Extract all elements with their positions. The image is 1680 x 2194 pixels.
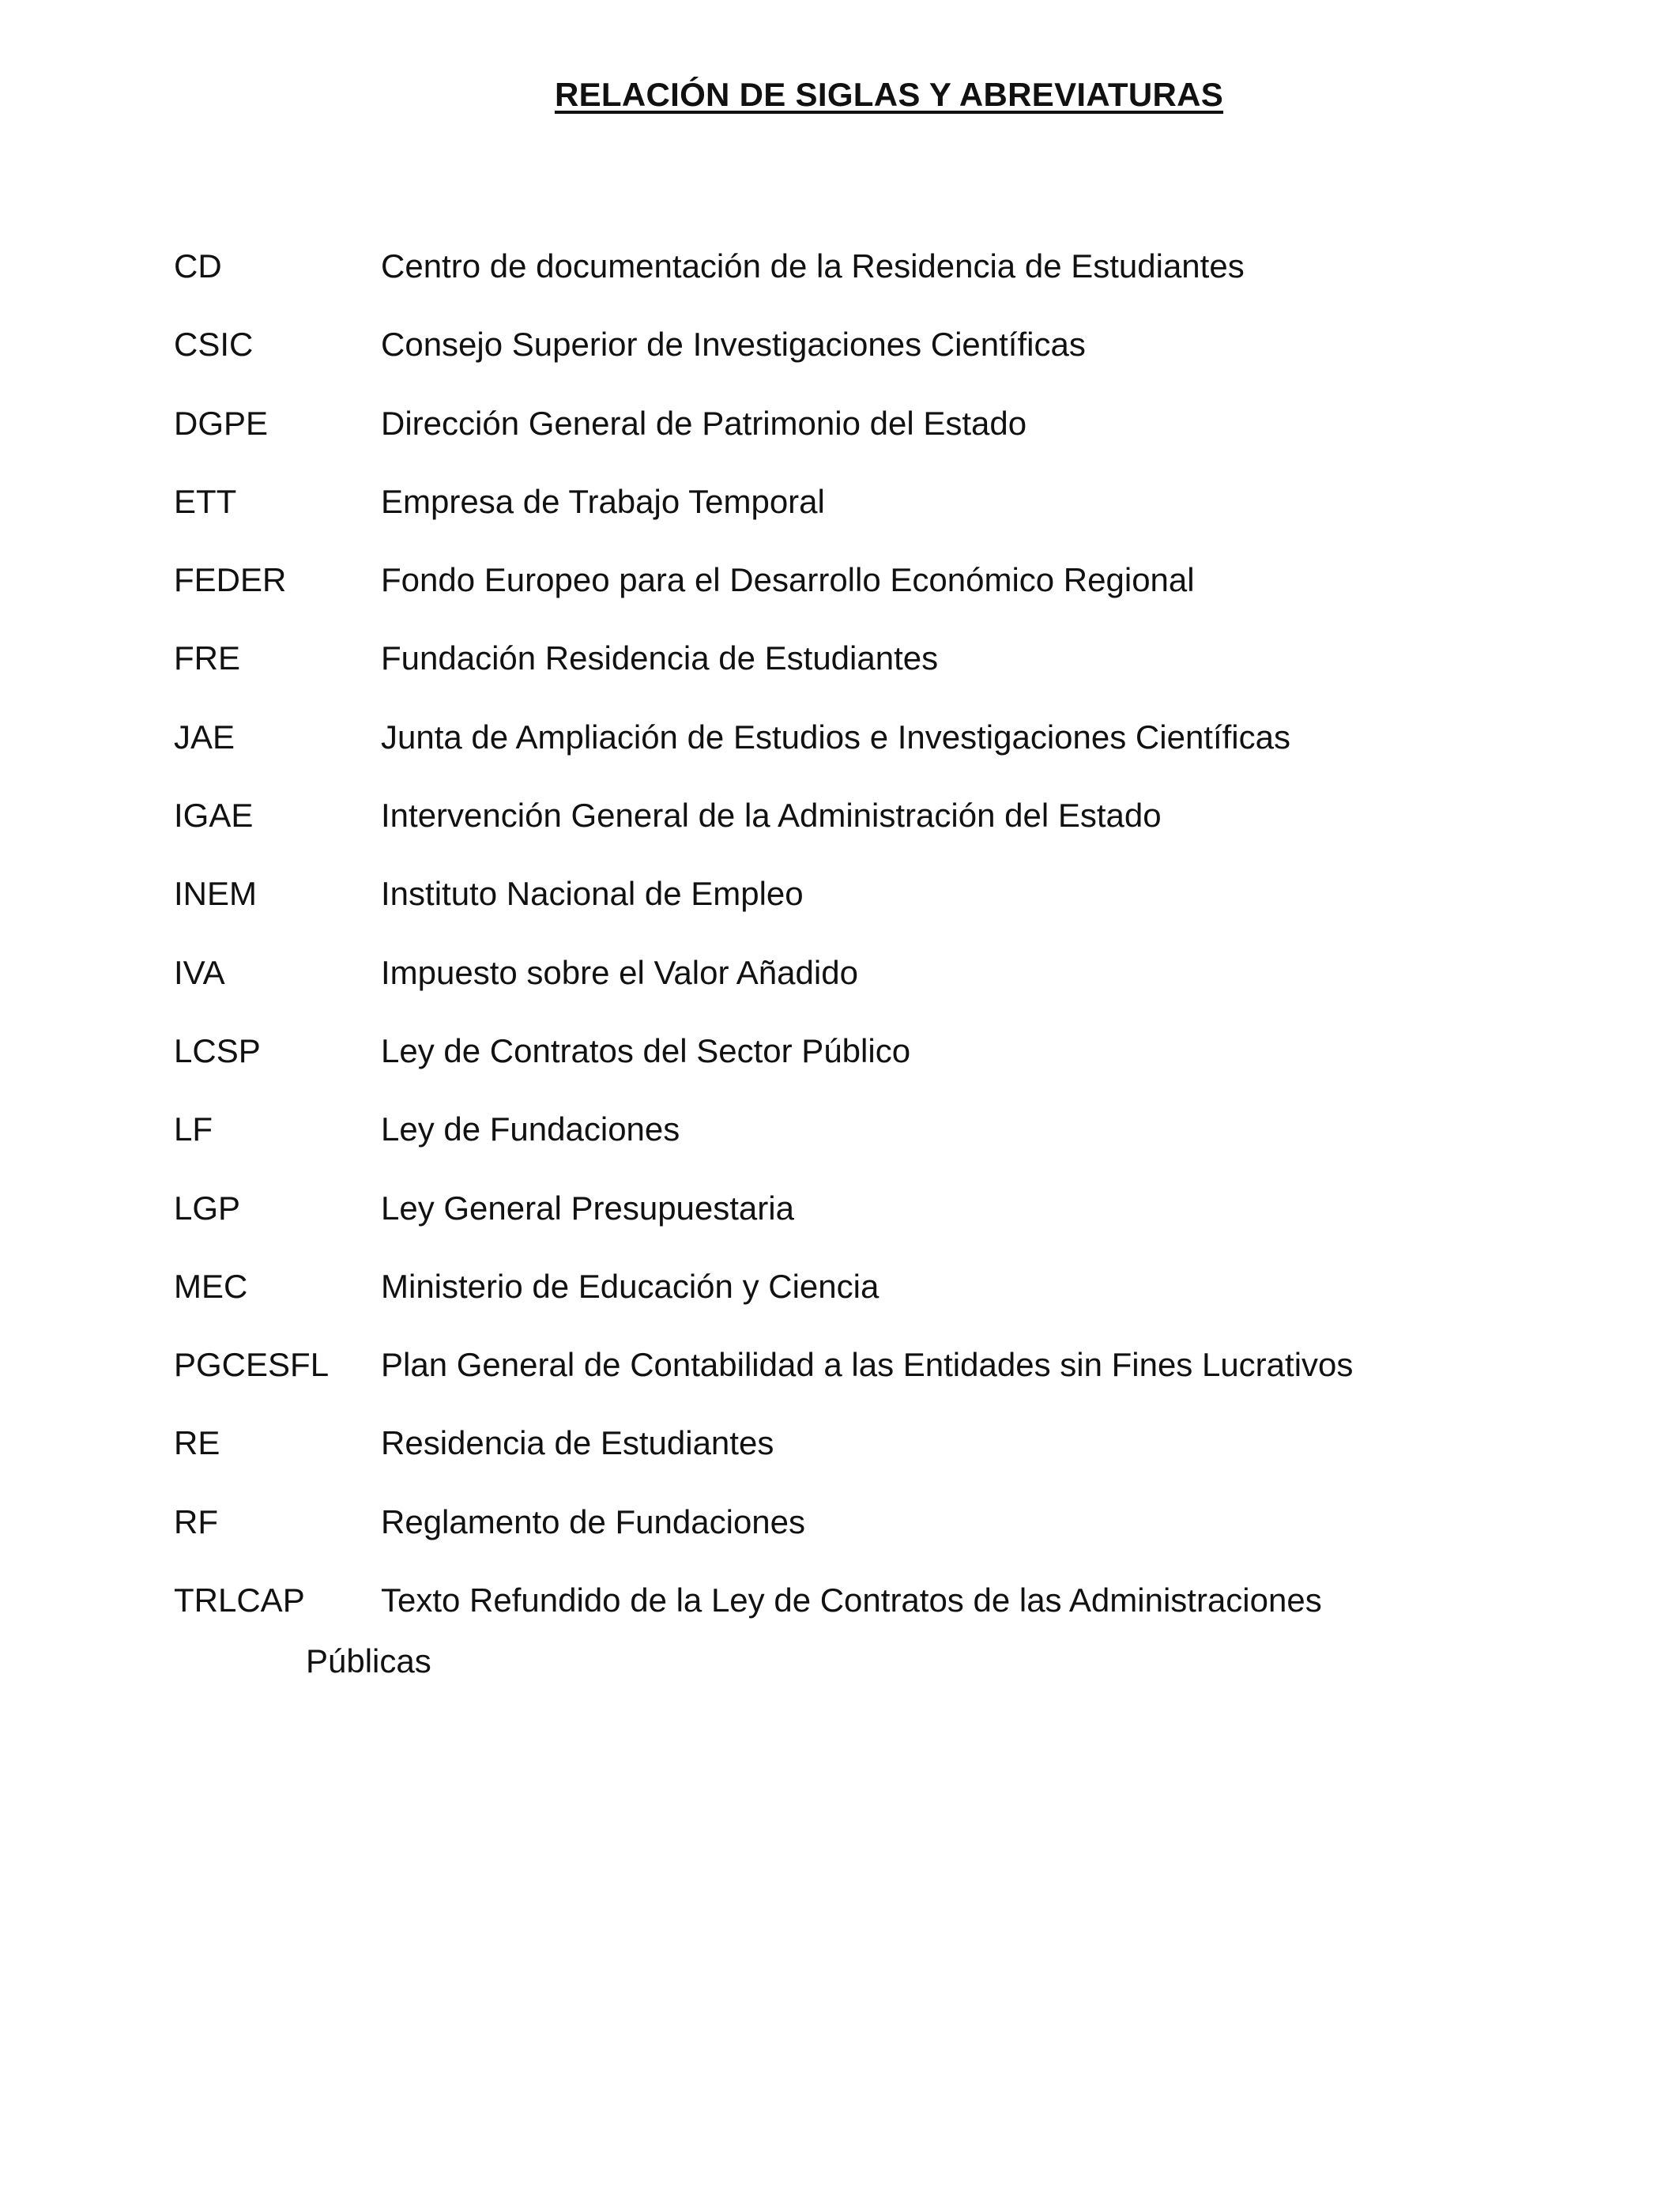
list-item bbox=[174, 482, 1533, 560]
abbreviation: IGAE bbox=[174, 797, 254, 835]
abbreviation-meaning: Empresa de Trabajo Temporal bbox=[381, 482, 825, 520]
abbreviation: FEDER bbox=[174, 561, 287, 599]
abbreviation-meaning: Fundación Residencia de Estudiantes bbox=[381, 639, 939, 677]
abbreviation: CD bbox=[174, 247, 222, 285]
page-title: RELACIÓN DE SIGLAS Y ABREVIATURAS bbox=[554, 76, 1224, 113]
abbreviation-list bbox=[174, 247, 1533, 1659]
list-item bbox=[174, 1110, 1533, 1188]
list-item bbox=[174, 718, 1533, 796]
abbreviation-meaning: Texto Refundido de la Ley de Contratos de las Administraciones bbox=[381, 1581, 1322, 1619]
abbreviation-meaning: Instituto Nacional de Empleo bbox=[381, 875, 804, 913]
abbreviation: RF bbox=[174, 1502, 218, 1540]
list-item bbox=[174, 247, 1533, 325]
abbreviation-meaning: Ley de Contratos del Sector Público bbox=[381, 1031, 911, 1069]
abbreviation-meaning: Fondo Europeo para el Desarrollo Económico Regional bbox=[381, 561, 1195, 599]
abbreviation: INEM bbox=[174, 875, 257, 913]
abbreviation: FRE bbox=[174, 639, 240, 677]
list-item bbox=[174, 1502, 1533, 1581]
abbreviation-meaning: Junta de Ampliación de Estudios e Investigaciones Científicas bbox=[381, 718, 1291, 756]
abbreviation-meaning: Ministerio de Educación y Ciencia bbox=[381, 1267, 880, 1305]
abbreviation: IVA bbox=[174, 953, 225, 991]
list-item bbox=[174, 1345, 1533, 1423]
abbreviation-meaning: Consejo Superior de Investigaciones Científicas bbox=[381, 326, 1086, 364]
abbreviation-meaning: Impuesto sobre el Valor Añadido bbox=[381, 953, 858, 991]
abbreviation: LF bbox=[174, 1110, 213, 1148]
abbreviation: PGCESFL bbox=[174, 1346, 330, 1384]
list-item bbox=[174, 560, 1533, 639]
abbreviation: RE bbox=[174, 1424, 220, 1462]
list-item bbox=[174, 1189, 1533, 1267]
abbreviation-meaning: Ley de Fundaciones bbox=[381, 1110, 680, 1148]
abbreviation-meaning: Intervención General de la Administración del Estado bbox=[381, 797, 1162, 835]
list-item bbox=[174, 953, 1533, 1031]
list-item bbox=[174, 1423, 1533, 1502]
list-item bbox=[174, 1031, 1533, 1110]
list-item bbox=[174, 404, 1533, 482]
abbreviation-meaning: Centro de documentación de la Residencia de Estudiantes bbox=[381, 247, 1245, 285]
abbreviation: MEC bbox=[174, 1267, 248, 1305]
list-item bbox=[174, 796, 1533, 874]
list-item bbox=[174, 325, 1533, 403]
abbreviation-meaning: Plan General de Contabilidad a las Entidades sin Fines Lucrativos bbox=[381, 1346, 1354, 1384]
abbreviation-meaning: Ley General Presupuestaria bbox=[381, 1189, 794, 1227]
abbreviation-meaning: Reglamento de Fundaciones bbox=[381, 1502, 806, 1540]
abbreviation: LGP bbox=[174, 1189, 241, 1227]
abbreviation: LCSP bbox=[174, 1031, 261, 1069]
abbreviation-meaning: Residencia de Estudiantes bbox=[381, 1424, 774, 1462]
abbreviation: ETT bbox=[174, 482, 237, 520]
list-item bbox=[174, 639, 1533, 717]
list-item bbox=[174, 874, 1533, 952]
abbreviation: JAE bbox=[174, 718, 235, 756]
abbreviation-meaning-continuation: Públicas bbox=[306, 1642, 431, 1679]
abbreviation-meaning: Dirección General de Patrimonio del Estado bbox=[381, 404, 1027, 442]
abbreviation: DGPE bbox=[174, 404, 269, 442]
abbreviation: TRLCAP bbox=[174, 1581, 305, 1619]
abbreviation: CSIC bbox=[174, 326, 254, 364]
list-item bbox=[174, 1267, 1533, 1345]
